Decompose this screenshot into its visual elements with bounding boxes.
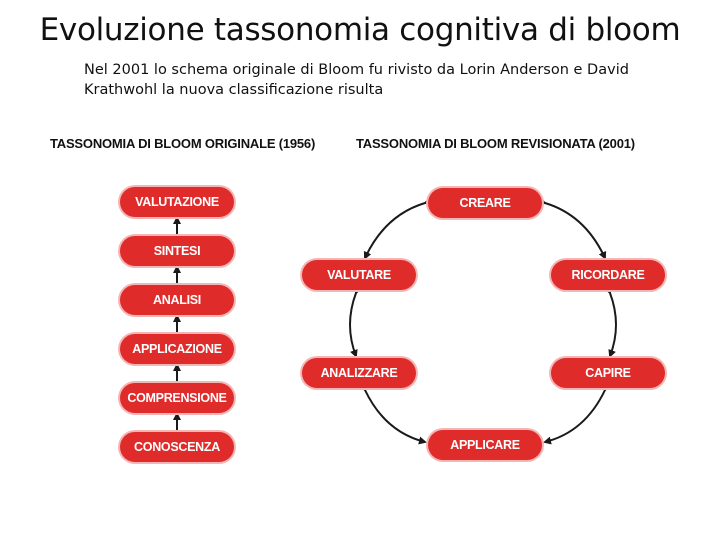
- revised-node-valutare: VALUTARE: [302, 260, 416, 290]
- revised-node-capire: CAPIRE: [551, 358, 665, 388]
- subtitle: Nel 2001 lo schema originale di Bloom fu rivisto da Lorin Anderson e David Krathwohl la nuova classificazione risulta: [84, 62, 629, 98]
- arrow-analizzare-applicare: [365, 390, 425, 442]
- revised-taxonomy-heading: TASSONOMIA DI BLOOM REVISIONATA (2001): [356, 136, 635, 151]
- revised-node-applicare: APPLICARE: [428, 430, 542, 460]
- arrow-creare-ricordare: [545, 203, 605, 258]
- original-level-valutazione: VALUTAZIONE: [120, 187, 234, 217]
- original-level-applicazione: APPLICAZIONE: [120, 334, 234, 364]
- arrow-ricordare-capire: [610, 293, 616, 356]
- original-level-sintesi: SINTESI: [120, 236, 234, 266]
- arrow-creare-valutare: [365, 203, 425, 258]
- arrow-valutare-analizzare: [350, 293, 356, 356]
- original-level-conoscenza: CONOSCENZA: [120, 432, 234, 462]
- revised-node-analizzare: ANALIZZARE: [302, 358, 416, 388]
- original-level-comprensione: COMPRENSIONE: [120, 383, 234, 413]
- original-level-analisi: ANALISI: [120, 285, 234, 315]
- revised-node-creare: CREARE: [428, 188, 542, 218]
- revised-node-ricordare: RICORDARE: [551, 260, 665, 290]
- arrow-capire-applicare: [545, 390, 605, 442]
- original-taxonomy-heading: TASSONOMIA DI BLOOM ORIGINALE (1956): [50, 136, 316, 151]
- page-title: Evoluzione tassonomia cognitiva di bloom: [39, 12, 681, 48]
